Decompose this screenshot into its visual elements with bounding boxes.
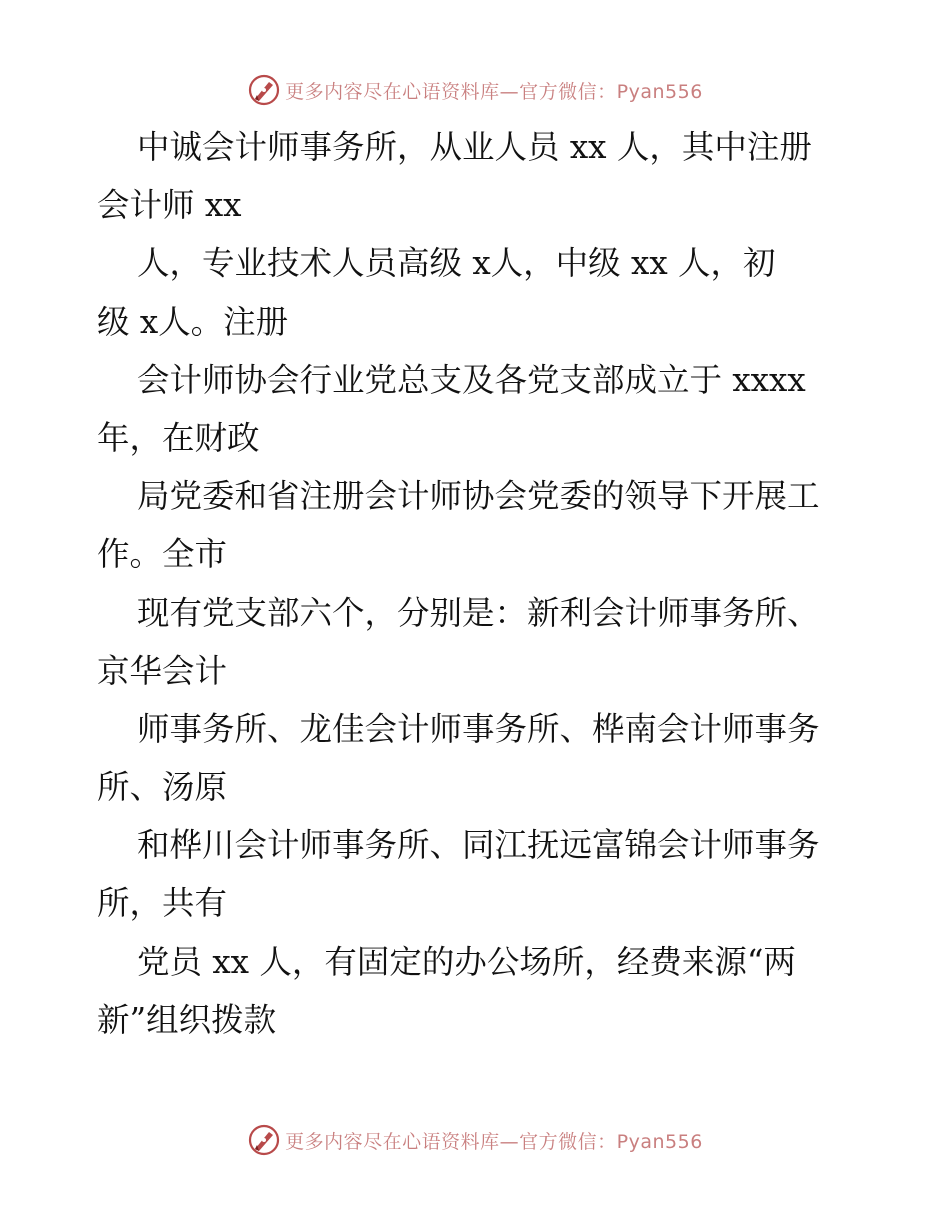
- paragraph-line: 作。全市: [97, 535, 228, 574]
- paragraph-line: 党员 xx 人，有固定的办公场所，经费来源“两: [137, 942, 796, 981]
- paragraph-line: 所、汤原: [97, 768, 228, 807]
- header-watermark: [0, 70, 950, 110]
- paragraph-line: 局党委和省注册会计师协会党委的领导下开展工: [137, 477, 820, 516]
- paragraph-line: 人，专业技术人员高级 x人，中级 xx 人，初: [137, 244, 776, 283]
- pen-circle-icon: [247, 73, 281, 107]
- paragraph-line: 现有党支部六个，分别是：新利会计师事务所、: [137, 593, 820, 632]
- document-body: [97, 118, 857, 1049]
- paragraph-line: 师事务所、龙佳会计师事务所、桦南会计师事务: [137, 709, 820, 748]
- watermark-text: 更多内容尽在心语资料库—官方微信：Pyan556: [285, 1130, 703, 1153]
- footer-watermark: [0, 1120, 950, 1160]
- paragraph-line: 级 x人。注册: [97, 302, 289, 341]
- paragraph-line: 会计师 xx: [97, 186, 242, 225]
- paragraph-line: 年，在财政: [97, 418, 260, 457]
- watermark-text: 更多内容尽在心语资料库—官方微信：Pyan556: [285, 80, 703, 103]
- paragraph-line: 京华会计: [97, 651, 228, 690]
- paragraph-line: 中诚会计师事务所，从业人员 xx 人，其中注册: [137, 128, 812, 166]
- paragraph-line: 新”组织拨款: [97, 1000, 277, 1039]
- paragraph-line: 和桦川会计师事务所、同江抚远富锦会计师事务: [137, 826, 820, 865]
- paragraph-line: 所，共有: [97, 884, 228, 923]
- paragraph-line: 会计师协会行业党总支及各党支部成立于 xxxx: [137, 360, 806, 399]
- pen-circle-icon: [247, 1123, 281, 1157]
